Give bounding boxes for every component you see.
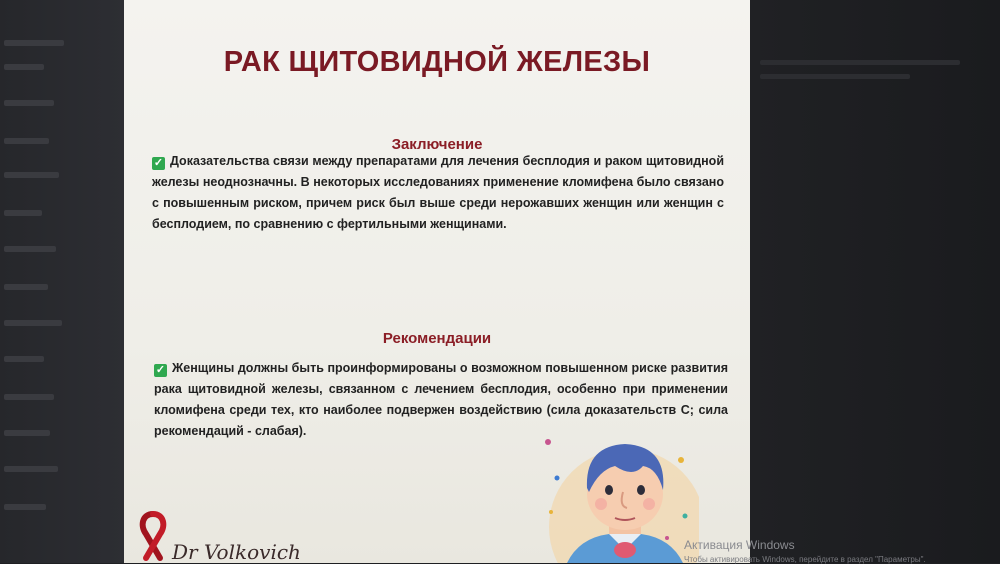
checkmark-icon: ✓ xyxy=(155,364,166,376)
awareness-ribbon-icon xyxy=(136,510,170,563)
windows-activation-title: Активация Windows xyxy=(684,538,795,552)
background-window-left xyxy=(0,0,124,563)
slide-title: РАК ЩИТОВИДНОЙ ЖЕЛЕЗЫ xyxy=(223,46,651,78)
author-signature: Dr Volkovich xyxy=(172,540,301,563)
conclusion-heading: Заключение xyxy=(391,136,483,153)
windows-activation-text: Чтобы активировать Windows, перейдите в раздел "Параметры". xyxy=(684,555,926,564)
checkmark-icon: ✓ xyxy=(153,157,164,169)
presentation-slide xyxy=(124,0,750,563)
thyroid-illustration xyxy=(539,432,699,563)
recommendations-heading: Рекомендации xyxy=(382,330,492,347)
background-window-right xyxy=(750,0,1000,563)
recommendations-paragraph xyxy=(154,358,728,442)
conclusion-paragraph xyxy=(152,151,724,235)
conclusion-text: Доказательства связи между препаратами для лечения бесплодия и раком щитовидной железы неоднозначны. В некоторых исследованиях применение кломифена было связано с повышенным риском, причем риск был выше среди нерожавших женщин или женщин с бесплодием, по сравнению с фертильными женщинами. xyxy=(152,154,724,231)
recommendations-text: Женщины должны быть проинформированы о возможном повышенном риске развития рака щитовидной железы, связанном с лечением бесплодия, особенно при применении кломифена среди тех, кто наиболее подвержен воздействию (сила доказательств С; сила рекомендаций - слабая). xyxy=(154,361,728,438)
